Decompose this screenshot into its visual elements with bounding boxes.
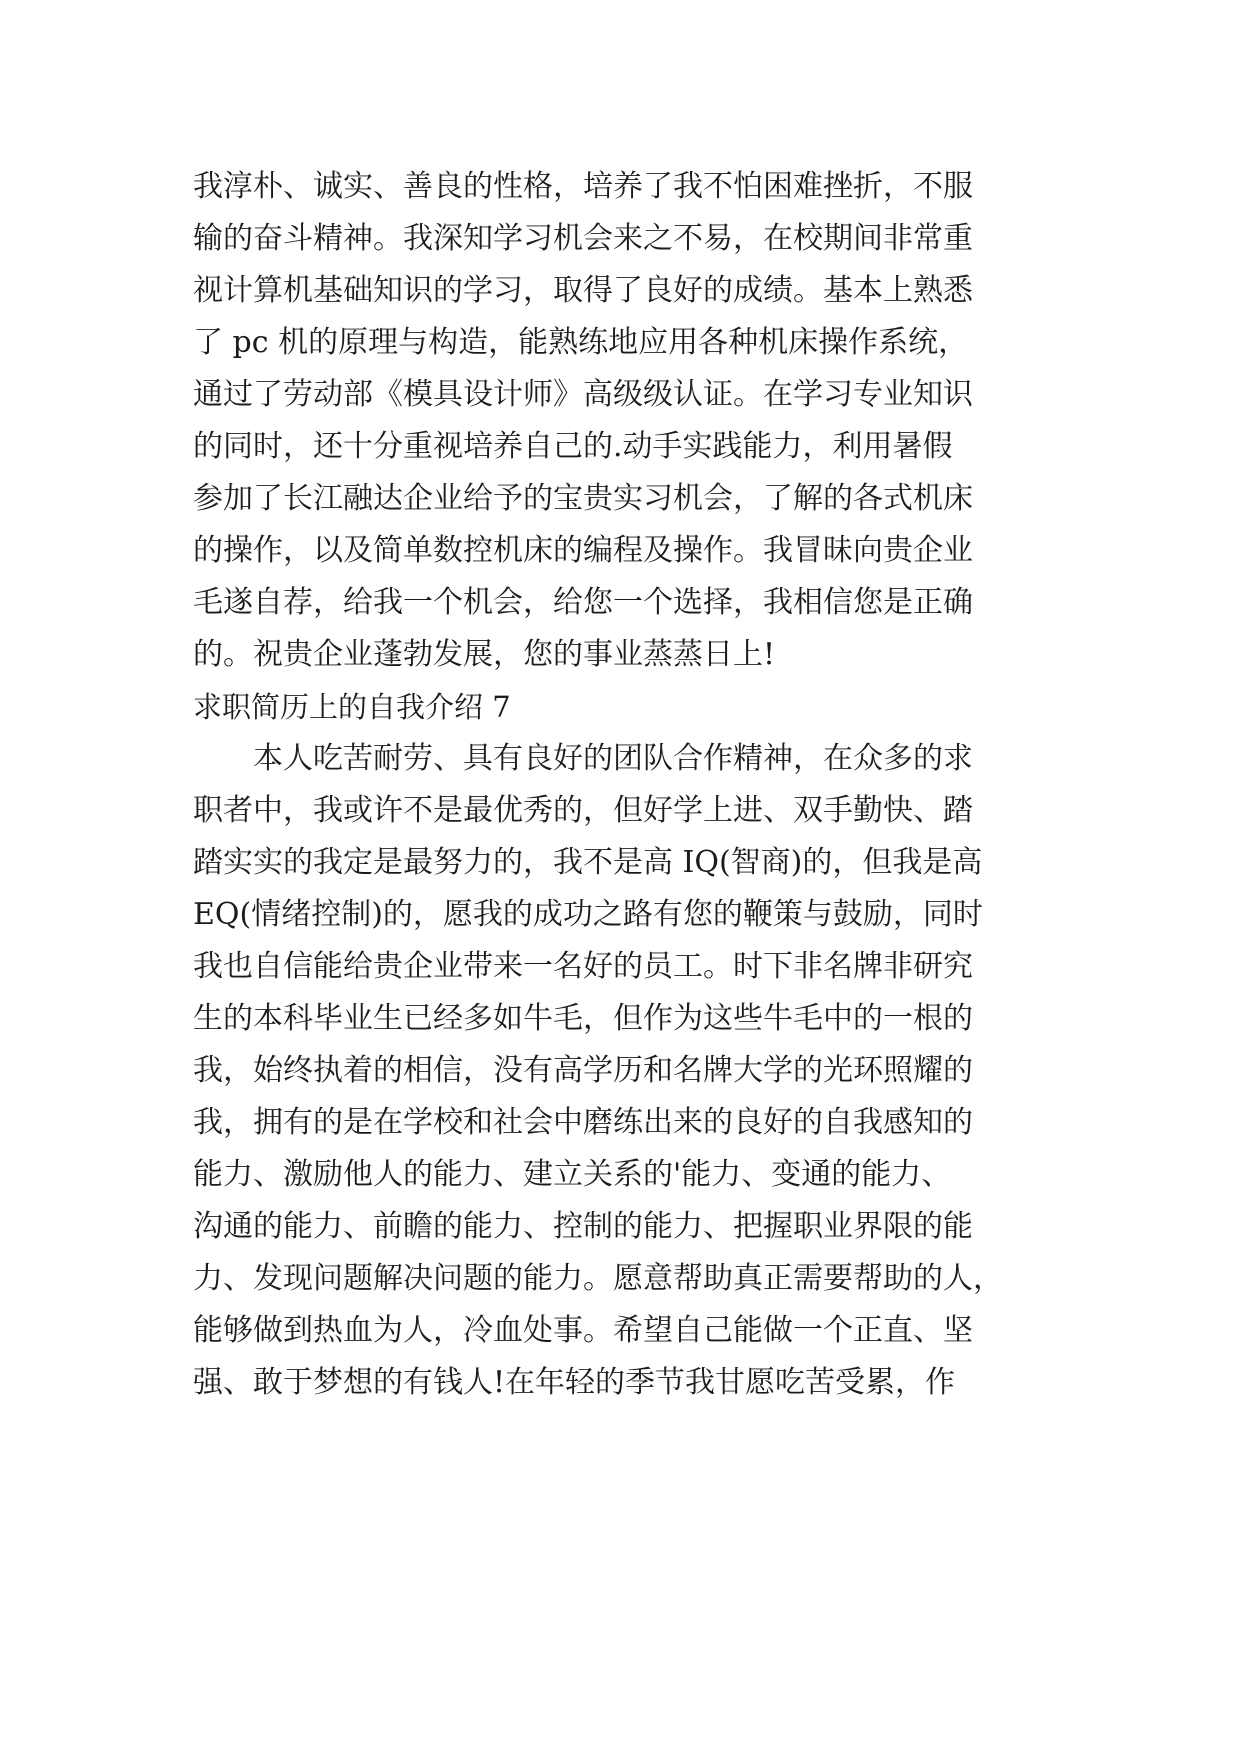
paragraph-line: EQ(情绪控制)的，愿我的成功之路有您的鞭策与鼓励，同时 [193, 897, 983, 932]
paragraph-line: 职者中，我或许不是最优秀的，但好学上进、双手勤快、踏 [193, 793, 973, 828]
paragraph-line: 我也自信能给贵企业带来一名好的员工。时下非名牌非研究 [193, 949, 973, 984]
paragraph-line: 我淳朴、诚实、善良的性格，培养了我不怕困难挫折，不服 [193, 169, 973, 204]
paragraph-line: 生的本科毕业生已经多如牛毛，但作为这些牛毛中的一根的 [193, 1001, 973, 1036]
paragraph-line: 能够做到热血为人，冷血处事。希望自己能做一个正直、坚 [193, 1313, 973, 1348]
paragraph-line: 了 pc 机的原理与构造，能熟练地应用各种机床操作系统， [193, 325, 969, 360]
paragraph-line: 我，拥有的是在学校和社会中磨练出来的良好的自我感知的 [193, 1105, 973, 1140]
paragraph-line: 毛遂自荐，给我一个机会，给您一个选择，我相信您是正确 [193, 585, 973, 620]
paragraph-line: 强、敢于梦想的有钱人!在年轻的季节我甘愿吃苦受累，作 [193, 1365, 956, 1400]
paragraph-line: 参加了长江融达企业给予的宝贵实习机会，了解的各式机床 [193, 481, 973, 516]
paragraph-line: 输的奋斗精神。我深知学习机会来之不易，在校期间非常重 [193, 221, 973, 256]
paragraph-line: 力、发现问题解决问题的能力。愿意帮助真正需要帮助的人， [193, 1261, 1003, 1296]
paragraph-line: 视计算机基础知识的学习，取得了良好的成绩。基本上熟悉 [193, 273, 973, 308]
paragraph-line: 踏实实的我定是最努力的，我不是高 IQ(智商)的，但我是高 [193, 845, 983, 880]
paragraph-line: 的同时，还十分重视培养自己的.动手实践能力，利用暑假 [193, 429, 953, 464]
paragraph-line: 的。祝贵企业蓬勃发展，您的事业蒸蒸日上! [193, 637, 776, 672]
paragraph-line: 沟通的能力、前瞻的能力、控制的能力、把握职业界限的能 [193, 1209, 973, 1244]
paragraph-line: 我，始终执着的相信，没有高学历和名牌大学的光环照耀的 [193, 1053, 973, 1088]
section-heading: 求职简历上的自我介绍 7 [193, 690, 511, 724]
document-body [193, 161, 1053, 1409]
paragraph-line: 的操作，以及简单数控机床的编程及操作。我冒昧向贵企业 [193, 533, 973, 568]
paragraph-line: 能力、激励他人的能力、建立关系的'能力、变通的能力、 [193, 1157, 952, 1192]
paragraph-line: 本人吃苦耐劳、具有良好的团队合作精神，在众多的求 [193, 741, 973, 776]
paragraph-line: 通过了劳动部《模具设计师》高级级认证。在学习专业知识 [193, 377, 973, 412]
